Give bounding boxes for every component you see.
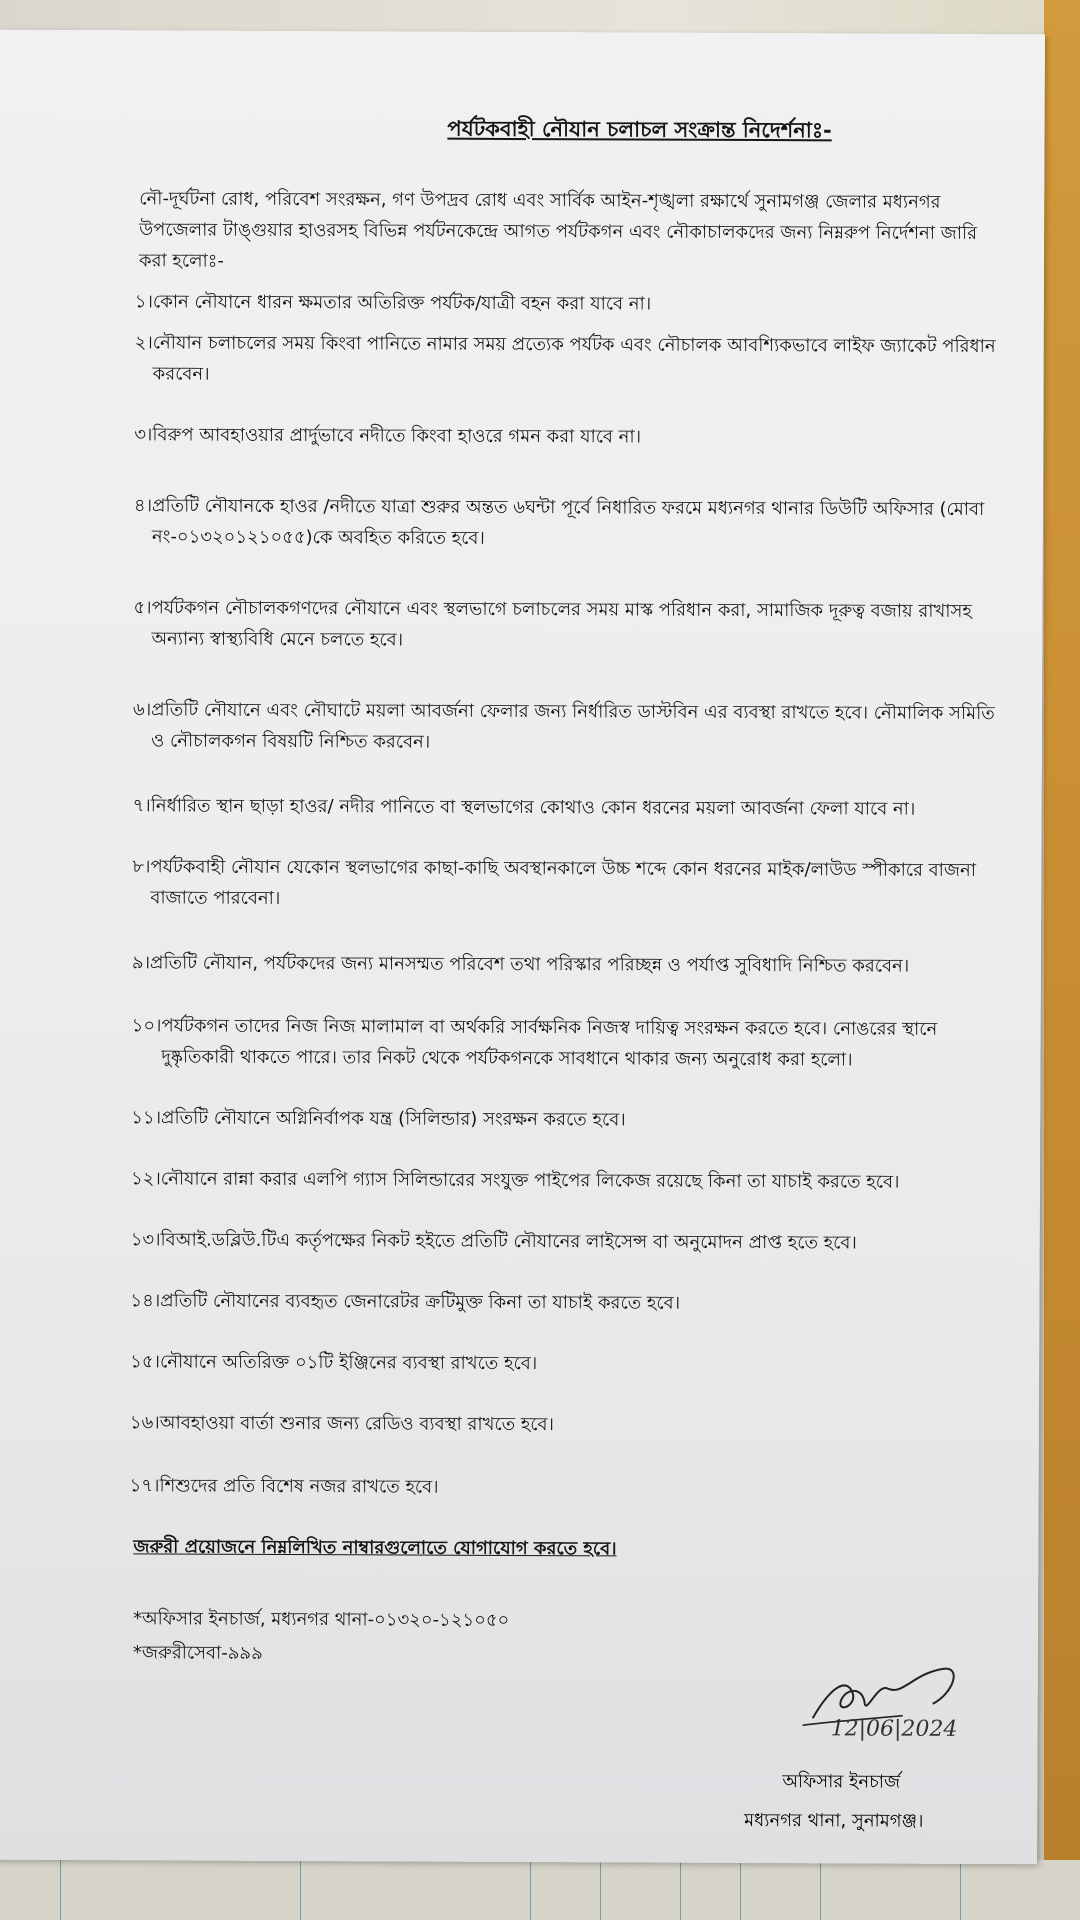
instruction-text: প্রতিটি নৌযানে অগ্নিনির্বাপক যন্ত্র (সিলিন্ডার) সংরক্ষন করতে হবে। [161,1107,626,1131]
instruction-number: ২। [134,332,153,354]
instruction-number: ৫। [133,597,152,619]
instruction-item [133,790,1007,825]
instruction-number: ১৪। [130,1290,161,1312]
instruction-text: প্রতিটি নৌযানে এবং নৌঘাটে ময়লা আবর্জনা ফেলার জন্য নির্ধারিত ডাস্টবিন এর ব্যবস্থা রাখতে হবে। নৌমালিক সমিতি ও নৌচালকগন বিষয়টি নিশ্চিত করবেন। [150,699,995,753]
background-right-board [1044,0,1080,1920]
instruction-item [133,694,1007,760]
instruction-number: ১৩। [130,1229,161,1251]
instruction-text: নির্ধারিত স্থান ছাড়া হাওর/ নদীর পানিতে বা স্থলভাগের কোথাও কোন ধরনের ময়লা আবর্জনা ফেলা যাবে না। [150,795,916,820]
notice-paper [0,30,1045,1865]
contact-emergency-service: *জরুরীসেবা-৯৯৯ [132,1642,263,1664]
instruction-number: ১০। [131,1015,162,1037]
instruction-number: ১৬। [129,1412,160,1434]
notice-intro: নৌ-দূর্ঘটনা রোধ, পরিবেশ সংরক্ষন, গণ উপদ্রব রোধ এবং সার্বিক আইন-শৃঙ্খলা রক্ষার্থে সুনামগঞ্জ জেলার মধ্যনগর উপজেলার টাঙ্গুয়ার হাওরসহ বিভিন্ন পর্যটনকেন্দ্রে আগত পর্যটকগন এবং নৌকাচালকদের জন্য নিম্নরুপ নির্দেশনা জারি করা হলোঃ- [138,188,978,272]
instruction-item [134,419,1008,454]
instruction-number: ৪। [133,495,153,517]
instruction-item [131,1163,1005,1198]
instruction-item [134,490,1008,556]
instruction-text: বিরুপ আবহাওয়ার প্রার্দুভাবে নদীতে কিংবা হাওরে গমন করা যাবে না। [152,424,642,448]
instruction-item [132,947,1006,982]
instruction-item [135,286,1009,321]
instruction-item [131,1010,1005,1076]
instruction-item [130,1285,1004,1320]
instruction-text: পর্যটকবাহী নৌযান যেকোন স্থলভাগের কাছা-কাছি অবস্থানকালে উচ্চ শব্দে কোন ধরনের মাইক/লাউড স্পীকারে বাজনা বাজাতে পারবেনা। [150,856,977,909]
instruction-text: কোন নৌযানে ধারন ক্ষমতার অতিরিক্ত পর্যটক/যাত্রী বহন করা যাবে না। [152,291,652,315]
instruction-item [132,851,1006,917]
instruction-text: প্রতিটি নৌযান, পর্যটকদের জন্য মানসম্মত পরিবেশ তথা পরিস্কার পরিচ্ছন্ন ও পর্যাপ্ত সুবিধাদি নিশ্চিত করবেন। [150,952,910,977]
signature-date: 12|06|2024 [830,1716,958,1742]
contact-heading: জরুরী প্রয়োজনে নিম্নলিখিত নাম্বারগুলোতে যোগাযোগ করতে হবে। [133,1536,617,1560]
instruction-item [134,327,1008,393]
instruction-item [130,1470,1004,1505]
instruction-text: নৌযান চলাচলের সময় কিংবা পানিতে নামার সময় প্রত্যেক পর্যটক এবং নৌচালক আবশ্যিকভাবে লাইফ জ্যাকেট পরিধান করবেন। [152,332,996,385]
instruction-text: প্রতিটি নৌযানকে হাওর /নদীতে যাত্রা শুরুর অন্তত ৬ঘন্টা পূর্বে নিধারিত ফরমে মধ্যনগর থানার ডিউটি অফিসার (মোবা নং-০১৩২০১২১০৫৫)কে অবহিত করিতে হবে। [151,495,985,549]
instruction-item [130,1407,1004,1442]
signatory-station: মধ্যনগর থানা, সুনামগঞ্জ। [744,1809,924,1832]
instruction-number: ১১। [131,1107,162,1129]
contact-officer-in-charge: *অফিসার ইনচার্জ, মধ্যনগর থানা-০১৩২০-১২১০৫০ [133,1608,510,1631]
instruction-number: ১৭। [129,1475,160,1497]
instruction-item [131,1224,1005,1259]
instruction-number: ৩। [134,424,153,446]
signatory-title: অফিসার ইনচার্জ [782,1771,901,1793]
instruction-item [130,1346,1004,1381]
instruction-number: ১২। [130,1168,161,1190]
instruction-number: ১৫। [130,1351,161,1373]
bottom-sheet-lines [0,1860,1080,1920]
instruction-number: ৭। [132,795,151,817]
instruction-list [129,286,1009,1505]
instruction-text: নৌযানে অতিরিক্ত ০১টি ইঞ্জিনের ব্যবস্থা রাখতে হবে। [159,1351,538,1375]
instruction-text: বিআই.ডব্লিউ.টিএ কর্তৃপক্ষের নিকট হইতে প্রতিটি নৌযানের লাইসেন্স বা অনুমোদন প্রাপ্ত হতে হবে। [160,1229,857,1254]
instruction-text: আবহাওয়া বার্তা শুনার জন্য রেডিও ব্যবস্থা রাখতে হবে। [159,1412,555,1436]
background-bottom-sheet [0,1860,1080,1920]
instruction-text: শিশুদের প্রতি বিশেষ নজর রাখতে হবে। [159,1475,439,1498]
instruction-text: নৌযানে রান্না করার এলপি গ্যাস সিলিন্ডারের সংযুক্ত পাইপের লিকেজ রয়েছে কিনা তা যাচাই করতে হবে। [160,1168,900,1193]
instruction-text: পর্যটকগন তাদের নিজ নিজ মালামাল বা অর্থকরি সার্বক্ষনিক নিজস্ব দায়িত্ব সংরক্ষন করতে হবে। নোঙরের স্থানে দুষ্কৃতিকারী থাকতে পারে। তার নিকট থেকে পর্যটকগনকে সাবধানে থাকার জন্য অনুরোধ করা হলো। [161,1015,938,1071]
instruction-number: ১। [134,291,153,313]
instruction-number: ৬। [132,699,152,721]
instruction-number: ৮। [132,856,151,878]
instruction-item [133,592,1007,658]
instruction-text: পর্যটকগন নৌচালকগণদের নৌযানে এবং স্থলভাগে চলাচলের সময় মাস্ক পরিধান করা, সামাজিক দূরুত্ব বজায় রাখাসহ অন্যান্য স্বাস্থ্যবিধি মেনে চলতে হবে। [151,597,972,651]
instruction-number: ৯। [131,952,151,974]
instruction-text: প্রতিটি নৌযানের ব্যবহৃত জেনারেটর ক্রটিমুক্ত কিনা তা যাচাই করতে হবে। [160,1290,681,1314]
notice-title: পর্যটকবাহী নৌযান চলাচল সংক্রান্ত নিদের্শনাঃ- [447,116,832,143]
instruction-item [131,1102,1005,1137]
notice-document [129,112,1010,1674]
